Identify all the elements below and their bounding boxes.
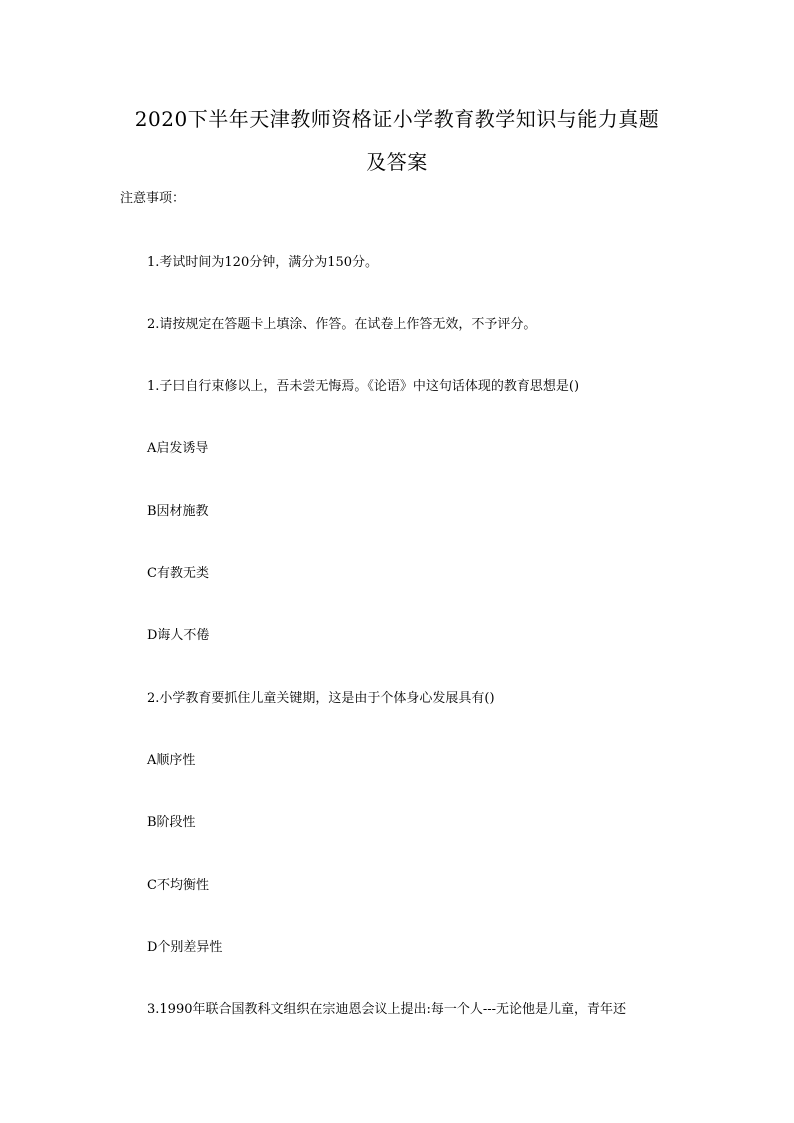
answer-option: A顺序性: [147, 753, 196, 768]
document-title-continued: 及答案: [366, 150, 428, 174]
question-stem: 3.1990年联合国教科文组织在宗迪恩会议上提出:每一个人---无论他是儿童，青年还: [147, 1002, 627, 1017]
answer-option: C有教无类: [147, 566, 209, 581]
answer-option: B因材施教: [147, 504, 209, 519]
answer-option: D诲人不倦: [147, 628, 210, 643]
answer-option: A启发诱导: [147, 441, 209, 456]
document-title: 2020下半年天津教师资格证小学教育教学知识与能力真题: [134, 107, 660, 131]
notice-heading: 注意事项：: [120, 191, 186, 206]
answer-option: C不均衡性: [147, 878, 209, 893]
notice-item: 1.考试时间为120分钟，满分为150分。: [147, 255, 379, 270]
question-stem: 2.小学教育要抓住儿童关键期，这是由于个体身心发展具有(): [147, 691, 495, 706]
notice-item: 2.请按规定在答题卡上填涂、作答。在试卷上作答无效，不予评分。: [147, 317, 537, 332]
question-stem: 1.子曰自行束修以上，吾未尝无悔焉。《论语》中这句话体现的教育思想是(): [147, 379, 580, 394]
answer-option: B阶段性: [147, 815, 196, 830]
answer-option: D个别差异性: [147, 940, 223, 955]
